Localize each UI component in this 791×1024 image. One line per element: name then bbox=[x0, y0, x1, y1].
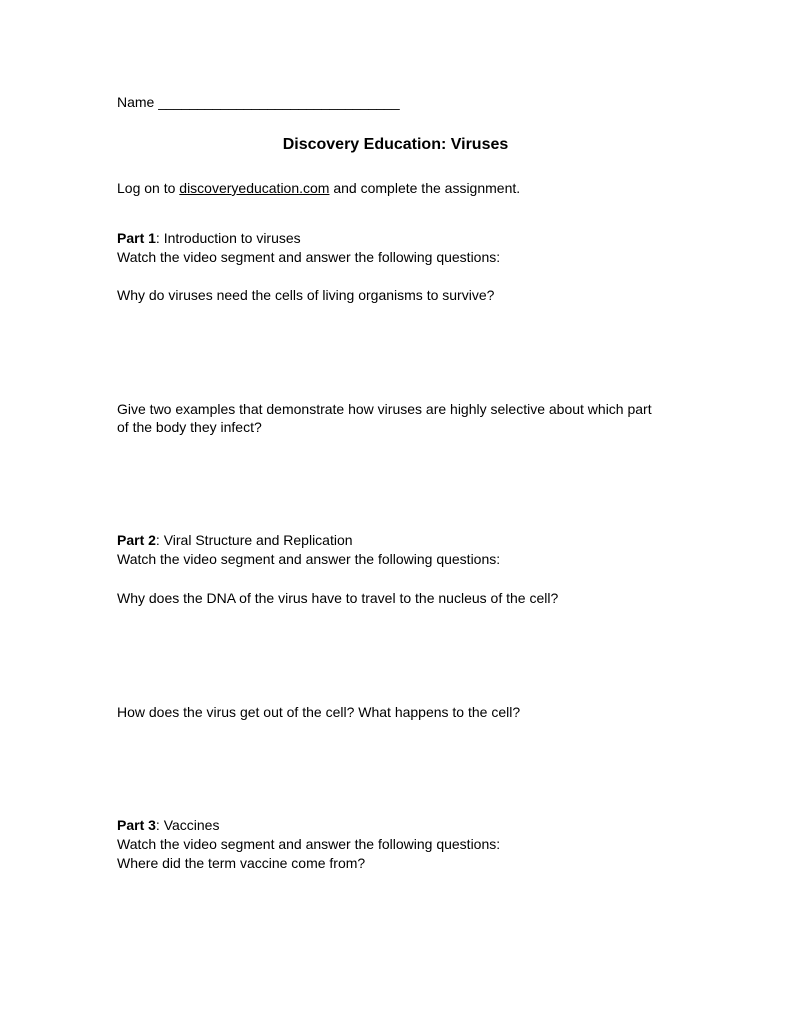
intro-line bbox=[117, 179, 520, 198]
name-label: Name bbox=[117, 94, 155, 110]
part-3-question-1: Where did the term vaccine come from? bbox=[117, 855, 366, 871]
part-3-label: Part 3 bbox=[117, 817, 156, 833]
part-1-question-2-line-2: of the body they infect? bbox=[117, 419, 262, 435]
part-1-question-2-line-1: Give two examples that demonstrate how viruses are highly selective about which part bbox=[117, 401, 652, 417]
part-2-heading bbox=[117, 531, 353, 550]
part-1-question-1: Why do viruses need the cells of living organisms to survive? bbox=[117, 287, 495, 303]
part-2-question-2: How does the virus get out of the cell? What happens to the cell? bbox=[117, 704, 521, 720]
part-1-instruction: Watch the video segment and answer the following questions: bbox=[117, 249, 501, 265]
part-2-topic: : Viral Structure and Replication bbox=[155, 532, 353, 548]
part-2-label: Part 2 bbox=[117, 532, 156, 548]
discoveryeducation-link[interactable]: discoveryeducation.com bbox=[179, 180, 330, 196]
part-2-question-1: Why does the DNA of the virus have to travel to the nucleus of the cell? bbox=[117, 590, 559, 606]
intro-suffix: and complete the assignment. bbox=[329, 180, 521, 196]
part-1-heading bbox=[117, 229, 301, 248]
intro-prefix: Log on to bbox=[117, 180, 180, 196]
part-3-instruction: Watch the video segment and answer the following questions: bbox=[117, 836, 501, 852]
part-1-label: Part 1 bbox=[117, 230, 156, 246]
part-2-instruction: Watch the video segment and answer the following questions: bbox=[117, 551, 501, 567]
name-line bbox=[117, 93, 400, 112]
part-1-topic: : Introduction to viruses bbox=[155, 230, 301, 246]
part-3-topic: : Vaccines bbox=[155, 817, 220, 833]
part-3-heading bbox=[117, 816, 219, 835]
page-title: Discovery Education: Viruses bbox=[282, 136, 509, 153]
name-blank: _______________________________ bbox=[158, 94, 400, 110]
